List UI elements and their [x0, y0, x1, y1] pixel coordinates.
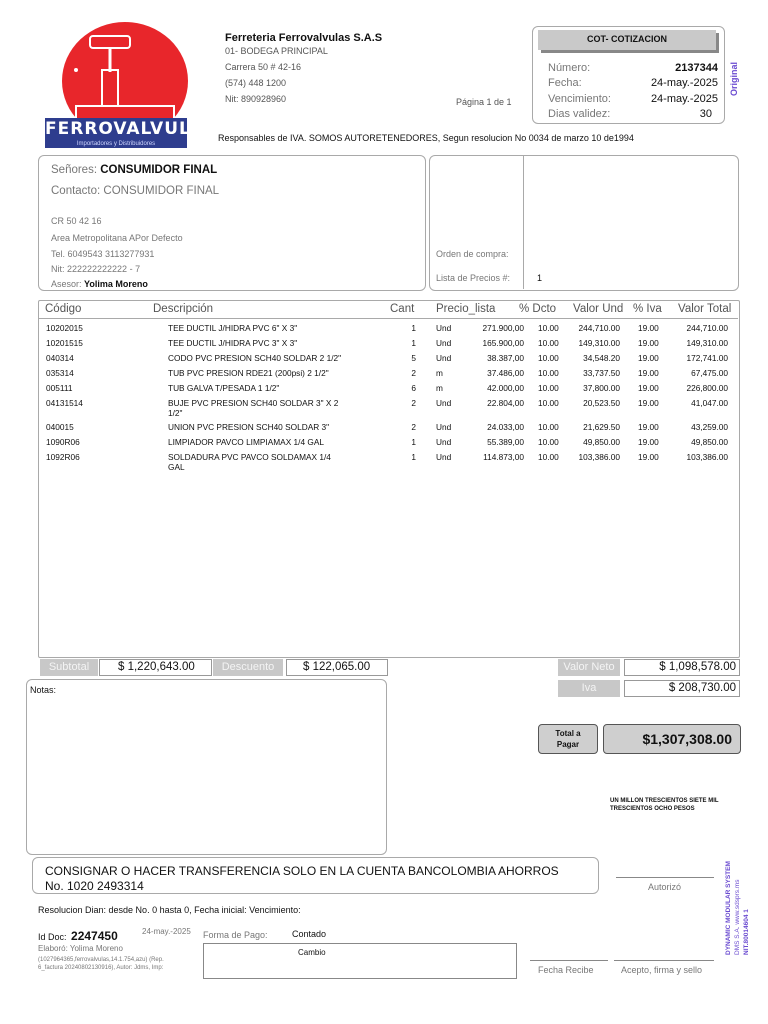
neto-value: $ 1,098,578.00	[624, 659, 740, 676]
forma-pago-label: Forma de Pago:	[203, 930, 268, 940]
resolucion-dian: Resolucion Dian: desde No. 0 hasta 0, Fecha inicial: Vencimiento:	[38, 905, 301, 915]
iva-value: $ 208,730.00	[624, 680, 740, 697]
order-box	[429, 155, 739, 291]
asesor-row: Asesor: Yolima Moreno	[51, 279, 148, 289]
client-address: CR 50 42 16	[51, 216, 102, 226]
company-branch: 01- BODEGA PRINCIPAL	[225, 46, 328, 56]
orden-label: Orden de compra:	[436, 249, 509, 259]
dias-row: Dias validez: 30	[548, 108, 712, 120]
vencimiento-row: Vencimiento: 24-may.-2025	[548, 93, 718, 105]
bank-note: CONSIGNAR O HACER TRANSFERENCIA SOLO EN LA CUENTA BANCOLOMBIA AHORROS No. 1020 2493314	[45, 864, 559, 893]
acepto-line	[614, 960, 714, 961]
company-name: Ferreteria Ferrovalvulas S.A.S	[225, 32, 383, 44]
subtotal-value: $ 1,220,643.00	[99, 659, 212, 676]
fecha-recibe: Fecha Recibe	[538, 965, 594, 975]
contacto: Contacto: CONSUMIDOR FINAL	[51, 185, 220, 197]
autorizo-line	[616, 877, 714, 878]
side-text-3: NIT.80014604 1	[743, 909, 750, 955]
fecha-recibe-line	[530, 960, 608, 961]
subtotal-label: Subtotal	[40, 659, 98, 676]
acepto-firma: Acepto, firma y sello	[621, 965, 703, 975]
client-nit: Nit: 222222222222 - 7	[51, 264, 141, 274]
col-cant: Cant	[390, 303, 415, 315]
iddoc-row: Id Doc: 2247450	[38, 929, 118, 943]
company-phone: (574) 448 1200	[225, 78, 287, 88]
page-number: Página 1 de 1	[456, 97, 512, 107]
table-header-line	[39, 318, 738, 319]
numero-value: 2137344	[675, 62, 718, 74]
cambio-box	[203, 943, 517, 979]
col-descripcion: Descripción	[153, 303, 214, 315]
venc-value: 24-may.-2025	[650, 93, 718, 105]
side-text-1: DYNAMIC MODULAR SYSTEM	[725, 861, 732, 955]
original-label: Original	[729, 61, 739, 96]
side-text-2: DMS S.A. www.sdsprs.ms	[734, 879, 741, 955]
asesor-value: Yolima Moreno	[84, 279, 148, 289]
order-divider	[523, 156, 524, 289]
lista-label: Lista de Precios #:	[436, 273, 511, 283]
col-precio: Precio_lista	[436, 303, 496, 315]
descuento-label: Descuento	[213, 659, 283, 676]
iddoc-value: 2247450	[71, 929, 118, 943]
company-nit: Nit: 890928960	[225, 94, 287, 104]
total-value: $1,307,308.00	[603, 724, 741, 754]
logo-tagline: Importadores y Distribuidores	[45, 140, 187, 148]
iva-label: Iva	[558, 680, 620, 697]
print-meta: (1027964365,ferrovalvulas,14.1.754,azu) (Rep. 6_factura 20240802130916), Autor: Jdms, Imp:	[38, 957, 164, 971]
total-in-words: UN MILLON TRESCIENTOS SIETE MIL TRESCIENTOS OCHO PESOS	[610, 798, 719, 812]
iddoc-date: 24-may.-2025	[142, 927, 191, 936]
col-dcto: % Dcto	[519, 303, 557, 315]
doc-title: COT- COTIZACION	[538, 30, 716, 50]
descuento-value: $ 122,065.00	[286, 659, 388, 676]
iva-note: Responsables de IVA. SOMOS AUTORETENEDORES, Segun resolucion No 0034 de marzo 10 de1994	[218, 133, 634, 143]
company-address: Carrera 50 # 42-16	[225, 62, 302, 72]
notes-label: Notas:	[30, 685, 57, 695]
numero-row: Número: 2137344	[548, 62, 718, 74]
col-valor-und: Valor Und	[573, 303, 624, 315]
items-table	[38, 300, 740, 658]
lista-value: 1	[537, 273, 543, 283]
client-area: Area Metropolitana APor Defecto	[51, 233, 183, 243]
total-label: Total a Pagar	[538, 724, 598, 754]
col-iva: % Iva	[633, 303, 662, 315]
senores-row: Señores: CONSUMIDOR FINAL	[51, 164, 218, 176]
forma-pago-value: Contado	[292, 929, 327, 939]
cambio-label: Cambio	[298, 948, 326, 957]
senores-value: CONSUMIDOR FINAL	[100, 164, 218, 176]
notes-box	[26, 679, 387, 855]
fecha-value: 24-may.-2025	[650, 77, 718, 89]
logo-brand: FERROVALVULAS	[45, 119, 219, 139]
autorizo-label: Autorizó	[648, 882, 682, 892]
col-valor-total: Valor Total	[678, 303, 732, 315]
elaboro: Elaboró: Yolima Moreno	[38, 944, 123, 953]
col-codigo: Código	[45, 303, 82, 315]
fecha-row: Fecha: 24-may.-2025	[548, 77, 718, 89]
dias-value: 30	[699, 108, 712, 120]
client-tel: Tel. 6049543 3113277931	[51, 249, 155, 259]
neto-label: Valor Neto	[558, 659, 620, 676]
